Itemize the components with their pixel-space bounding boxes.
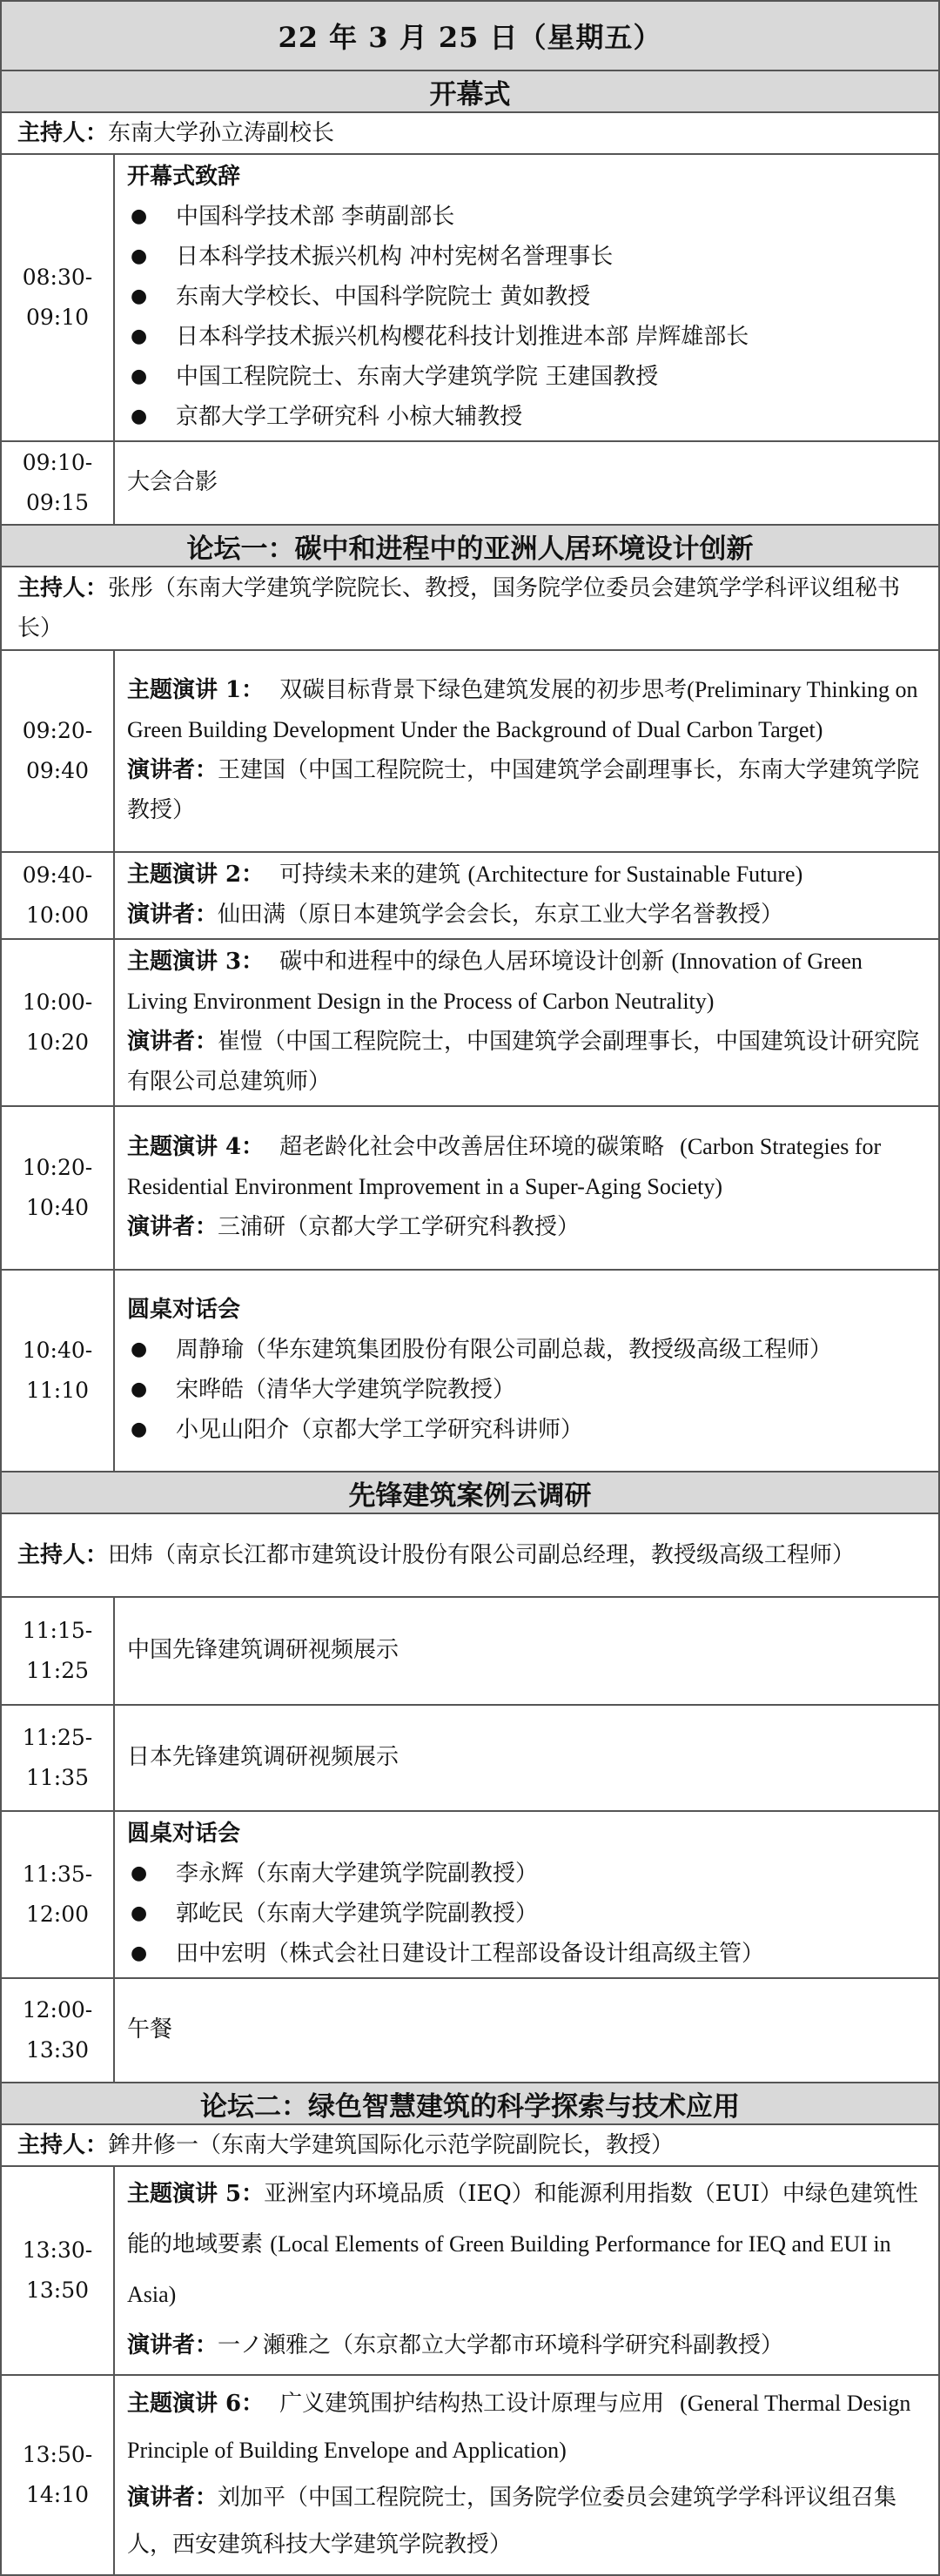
- host-name: 鉾井修一（东南大学建筑国际化示范学院副院长，教授）: [108, 2132, 675, 2158]
- host-label: 主持人：: [17, 575, 109, 601]
- host-name: 田炜（南京长江都市建筑设计股份有限公司副总经理，教授级高级工程师）: [108, 1542, 856, 1568]
- time-slot: 11:15-11:25: [1, 1597, 114, 1705]
- host-label: 主持人：: [17, 1542, 109, 1568]
- schedule-row: [1, 1597, 939, 1705]
- schedule-row: [1, 441, 939, 525]
- keynote-label: 主题演讲 2：: [127, 862, 265, 888]
- schedule-row: [1, 1705, 939, 1811]
- keynote-title: 碳中和进程中的绿色人居环境设计创新: [279, 949, 665, 975]
- host-name: 东南大学孙立涛副校长: [108, 120, 335, 146]
- roundtable-forum1: [114, 1270, 939, 1472]
- speaker-info: 崔愷（中国工程院院士，中国建筑学会副理事长，中国建筑设计研究院有限公司总建筑师）: [127, 1029, 920, 1095]
- schedule-row: [1, 852, 939, 939]
- list-item: ● 京都大学工学研究科 小椋大辅教授: [127, 397, 926, 437]
- keynote-english-title: (General Thermal Design Principle of Building Envelope and Application): [127, 2391, 911, 2463]
- time-slot: 09:10-09:15: [1, 441, 114, 525]
- keynote-title: 亚洲室内环境品质（IEQ）和能源利用指数（EUI）中绿色建筑性能的地域要素: [127, 2181, 918, 2257]
- keynote-english-title: (Preliminary Thinking on Green Building Development Under the Background of Dual Carbon Target): [127, 677, 918, 742]
- list-item: ● 李永辉（东南大学建筑学院副教授）: [127, 1854, 926, 1894]
- list-item: ● 郭屹民（东南大学建筑学院副教授）: [127, 1894, 926, 1934]
- time-slot: 11:35-12:00: [1, 1811, 114, 1978]
- keynote-1: [114, 650, 939, 852]
- roundtable-title: 圆桌对话会: [127, 1297, 241, 1323]
- china-video: 中国先锋建筑调研视频展示: [114, 1597, 939, 1705]
- schedule-row: [1, 650, 939, 852]
- keynote-2: [114, 852, 939, 939]
- time-slot: 12:00-13:30: [1, 1978, 114, 2083]
- date-header: 22 年 3 月 25 日（星期五）: [1, 1, 939, 70]
- section-title-forum1: 论坛一：碳中和进程中的亚洲人居环境设计创新: [1, 525, 939, 567]
- keynote-title: 双碳目标背景下绿色建筑发展的初步思考: [279, 677, 688, 703]
- list-item: ● 周静瑜（华东建筑集团股份有限公司副总裁，教授级高级工程师）: [127, 1330, 926, 1370]
- speaker-label: 演讲者：: [127, 2332, 218, 2358]
- schedule-row: [1, 2166, 939, 2375]
- roundtable-title: 圆桌对话会: [127, 1821, 241, 1847]
- keynote-label: 主题演讲 4：: [127, 1134, 265, 1160]
- list-item: ● 小见山阳介（京都大学工学研究科讲师）: [127, 1410, 926, 1450]
- keynote-english-title: (Local Elements of Green Building Performance for IEQ and EUI in Asia): [127, 2231, 891, 2307]
- opening-speech-title: 开幕式致辞: [127, 164, 241, 190]
- roundtable-list: [127, 1330, 926, 1450]
- keynote-4: [114, 1106, 939, 1270]
- keynote-title: 可持续未来的建筑: [279, 862, 461, 888]
- speaker-info: 三浦研（京都大学工学研究科教授）: [218, 1214, 581, 1240]
- speaker-info: 刘加平（中国工程院院士，国务院学位委员会建筑学学科评议组召集人，西安建筑科技大学建筑学院教授）: [127, 2485, 897, 2558]
- list-item: ● 中国科学技术部 李萌副部长: [127, 197, 926, 237]
- speaker-info: 仙田满（原日本建筑学会会长，东京工业大学名誉教授）: [218, 902, 784, 928]
- keynote-5: [114, 2166, 939, 2375]
- time-slot: 13:50-14:10: [1, 2375, 114, 2575]
- keynote-title: 广义建筑围护结构热工设计原理与应用: [279, 2391, 665, 2417]
- roundtable-list: [127, 1854, 926, 1974]
- host-row-opening: [1, 112, 939, 154]
- list-item: ● 日本科学技术振兴机构 冲村宪树名誉理事长: [127, 237, 926, 277]
- list-item: ● 日本科学技术振兴机构樱花科技计划推进本部 岸辉雄部长: [127, 317, 926, 357]
- japan-video: 日本先锋建筑调研视频展示: [114, 1705, 939, 1811]
- list-item: ● 东南大学校长、中国科学院院士 黄如教授: [127, 277, 926, 317]
- keynote-label: 主题演讲 1：: [127, 677, 265, 703]
- time-slot: 11:25-11:35: [1, 1705, 114, 1811]
- speaker-label: 演讲者：: [127, 757, 218, 783]
- section-title-forum2: 论坛二：绿色智慧建筑的科学探索与技术应用: [1, 2083, 939, 2124]
- group-photo: 大会合影: [114, 441, 939, 525]
- host-row-pioneer: [1, 1513, 939, 1597]
- speaker-label: 演讲者：: [127, 2485, 218, 2511]
- time-slot: 09:20-09:40: [1, 650, 114, 852]
- section-title-opening: 开幕式: [1, 70, 939, 112]
- schedule-row: [1, 1811, 939, 1978]
- speaker-label: 演讲者：: [127, 1029, 218, 1055]
- schedule-row: [1, 1978, 939, 2083]
- time-slot: 09:40-10:00: [1, 852, 114, 939]
- schedule-row: [1, 1270, 939, 1472]
- keynote-label: 主题演讲 5：: [127, 2181, 265, 2207]
- host-row-forum1: [1, 567, 939, 650]
- section-title-pioneer: 先锋建筑案例云调研: [1, 1472, 939, 1513]
- keynote-english-title: (Carbon Strategies for Residential Environment Improvement in a Super-Aging Society): [127, 1134, 882, 1199]
- schedule-row: [1, 939, 939, 1106]
- keynote-3: [114, 939, 939, 1106]
- keynote-label: 主题演讲 3：: [127, 949, 265, 975]
- keynote-title: 超老龄化社会中改善居住环境的碳策略: [279, 1134, 665, 1160]
- host-name: 张彤（东南大学建筑学院院长、教授，国务院学位委员会建筑学学科评议组秘书长）: [17, 575, 901, 641]
- speaker-info: 一ノ瀬雅之（东京都立大学都市环境科学研究科副教授）: [218, 2332, 784, 2358]
- time-slot: 13:30-13:50: [1, 2166, 114, 2375]
- host-row-forum2: [1, 2124, 939, 2166]
- keynote-english-title: (Architecture for Sustainable Future): [467, 862, 803, 887]
- speaker-info: 王建国（中国工程院院士，中国建筑学会副理事长，东南大学建筑学院教授）: [127, 757, 920, 823]
- time-slot: 08:30-09:10: [1, 154, 114, 441]
- host-label: 主持人：: [17, 120, 109, 146]
- list-item: ● 田中宏明（株式会社日建设计工程部设备设计组高级主管）: [127, 1934, 926, 1974]
- schedule-row: [1, 1106, 939, 1270]
- host-label: 主持人：: [17, 2132, 109, 2158]
- time-slot: 10:20-10:40: [1, 1106, 114, 1270]
- list-item: ● 宋晔皓（清华大学建筑学院教授）: [127, 1370, 926, 1410]
- lunch: 午餐: [114, 1978, 939, 2083]
- schedule-row: [1, 154, 939, 441]
- opening-speech: [114, 154, 939, 441]
- schedule-row: [1, 2375, 939, 2575]
- keynote-english-title: (Innovation of Green Living Environment Design in the Process of Carbon Neutrality): [127, 949, 863, 1014]
- roundtable-pioneer: [114, 1811, 939, 1978]
- speaker-label: 演讲者：: [127, 902, 218, 928]
- keynote-label: 主题演讲 6：: [127, 2391, 265, 2417]
- list-item: ● 中国工程院院士、东南大学建筑学院 王建国教授: [127, 357, 926, 397]
- keynote-6: [114, 2375, 939, 2575]
- time-slot: 10:40-11:10: [1, 1270, 114, 1472]
- speaker-label: 演讲者：: [127, 1214, 218, 1240]
- opening-speaker-list: [127, 197, 926, 437]
- time-slot: 10:00-10:20: [1, 939, 114, 1106]
